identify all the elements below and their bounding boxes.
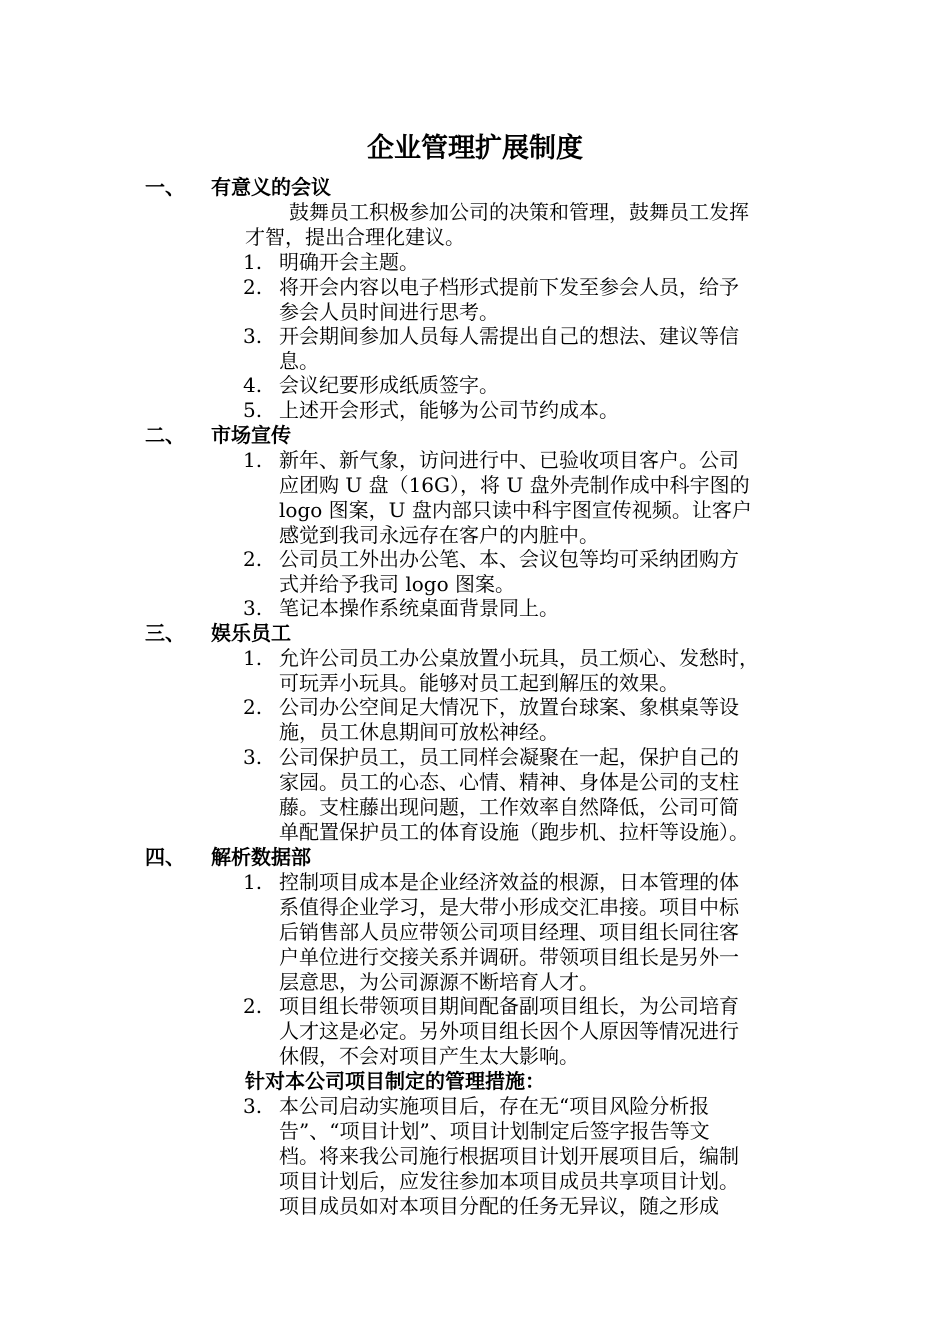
list-item-line: 公司保护员工，员工同样会凝聚在一起，保护自己的 (279, 745, 739, 769)
list-item-line: 项目组长带领项目期间配备副项目组长，为公司培育 (279, 994, 739, 1018)
section-title: 有意义的会议 (211, 175, 331, 199)
list-number: 1. (243, 870, 263, 894)
list-item (279, 695, 824, 745)
list-item-line: 人才这是必定。另外项目组长因个人原因等情况进行 (279, 1019, 739, 1043)
list-number: 3. (243, 324, 263, 348)
list-item-line: 后销售部人员应带领公司项目经理、项目组长同往客 (279, 920, 739, 944)
list-item-line: 息。 (279, 349, 319, 373)
section-title: 娱乐员工 (211, 621, 291, 645)
list-item-line: 允许公司员工办公桌放置小玩具，员工烦心、发愁时， (279, 646, 759, 670)
list-number: 2. (243, 695, 263, 719)
list-item-line: 家园。员工的心态、心情、精神、身体是公司的支柱 (279, 770, 739, 794)
list-number: 1. (243, 646, 263, 670)
list-item-line: 参会人员时间进行思考。 (279, 300, 499, 324)
list-number: 1. (243, 250, 263, 274)
list-item-line: 开会期间参加人员每人需提出自己的想法、建议等信 (279, 324, 739, 348)
list-item-line: 应团购 U 盘（16G），将 U 盘外壳制作成中科宇图的 (279, 473, 750, 497)
subheading: 针对本公司项目制定的管理措施： (245, 1069, 545, 1093)
list-item-line: 本公司启动实施项目后，存在无“项目风险分析报 (279, 1094, 710, 1118)
section-title: 市场宣传 (211, 423, 291, 447)
list-item (279, 398, 824, 423)
list-number: 2. (243, 994, 263, 1018)
list-item-line: 项目计划后，应发往参加本项目成员共享项目计划。 (279, 1169, 739, 1193)
list-item-line: 笔记本操作系统桌面背景同上。 (279, 596, 559, 620)
list-item-line: 控制项目成本是企业经济效益的根源，日本管理的体 (279, 870, 739, 894)
list-number: 3. (243, 1094, 263, 1118)
list-item (279, 448, 824, 548)
list-item-line: 项目成员如对本项目分配的任务无异议，随之形成 (279, 1194, 719, 1218)
list-item (279, 745, 824, 845)
section-number: 四、 (145, 845, 185, 869)
section-title: 解析数据部 (211, 845, 311, 869)
list-item-line: 层意思，为公司源源不断培育人才。 (279, 970, 599, 994)
list-item (279, 994, 824, 1069)
list-item-line: 告”、“项目计划”、项目计划制定后签字报告等文 (279, 1119, 710, 1143)
list-item (279, 870, 824, 995)
list-item-line: 系值得企业学习，是大带小形成交汇串接。项目中标 (279, 895, 739, 919)
list-item-line: 上述开会形式，能够为公司节约成本。 (279, 398, 619, 422)
list-item-line: 档。将来我公司施行根据项目计划开展项目后，编制 (279, 1144, 739, 1168)
list-item-line: 公司员工外出办公笔、本、会议包等均可采纳团购方 (279, 547, 739, 571)
intro-line: 鼓舞员工积极参加公司的决策和管理，鼓舞员工发挥 (289, 200, 749, 224)
page-title: 企业管理扩展制度 (367, 133, 583, 164)
intro-line: 才智，提出合理化建议。 (245, 225, 465, 249)
list-number: 4. (243, 373, 263, 397)
list-item-line: 明确开会主题。 (279, 250, 419, 274)
list-item-line: 新年、新气象，访问进行中、已验收项目客户。公司 (279, 448, 739, 472)
list-item (279, 275, 824, 325)
list-item-line: 户单位进行交接关系并调研。带领项目组长是另外一 (279, 945, 739, 969)
section-number: 三、 (145, 621, 185, 645)
list-number: 2. (243, 275, 263, 299)
list-item-line: 休假，不会对项目产生太大影响。 (279, 1044, 579, 1068)
list-item-line: 公司办公空间足大情况下，放置台球案、象棋桌等设 (279, 695, 739, 719)
list-number: 5. (243, 398, 263, 422)
section-number: 二、 (145, 423, 185, 447)
list-item (279, 547, 824, 597)
list-number: 3. (243, 745, 263, 769)
list-item (279, 373, 824, 398)
list-item-line: 式并给予我司 logo 图案。 (279, 572, 515, 596)
list-item-line: 施，员工休息期间可放松神经。 (279, 720, 559, 744)
list-item (279, 1094, 824, 1219)
list-item (279, 646, 824, 696)
list-item (279, 324, 824, 374)
list-item-line: 可玩弄小玩具。能够对员工起到解压的效果。 (279, 671, 679, 695)
list-item-line: logo 图案，U 盘内部只读中科宇图宣传视频。让客户 (279, 498, 752, 522)
section-number: 一、 (145, 175, 185, 199)
list-number: 1. (243, 448, 263, 472)
list-number: 2. (243, 547, 263, 571)
list-item-line: 藤。支柱藤出现问题，工作效率自然降低，公司可简 (279, 795, 739, 819)
list-item-line: 单配置保护员工的体育设施（跑步机、拉杆等设施）。 (279, 820, 749, 844)
list-item (279, 250, 824, 275)
list-item (279, 596, 824, 621)
list-item-line: 将开会内容以电子档形式提前下发至参会人员，给予 (279, 275, 739, 299)
list-item-line: 感觉到我司永远存在客户的内脏中。 (279, 523, 599, 547)
list-item-line: 会议纪要形成纸质签字。 (279, 373, 499, 397)
list-number: 3. (243, 596, 263, 620)
